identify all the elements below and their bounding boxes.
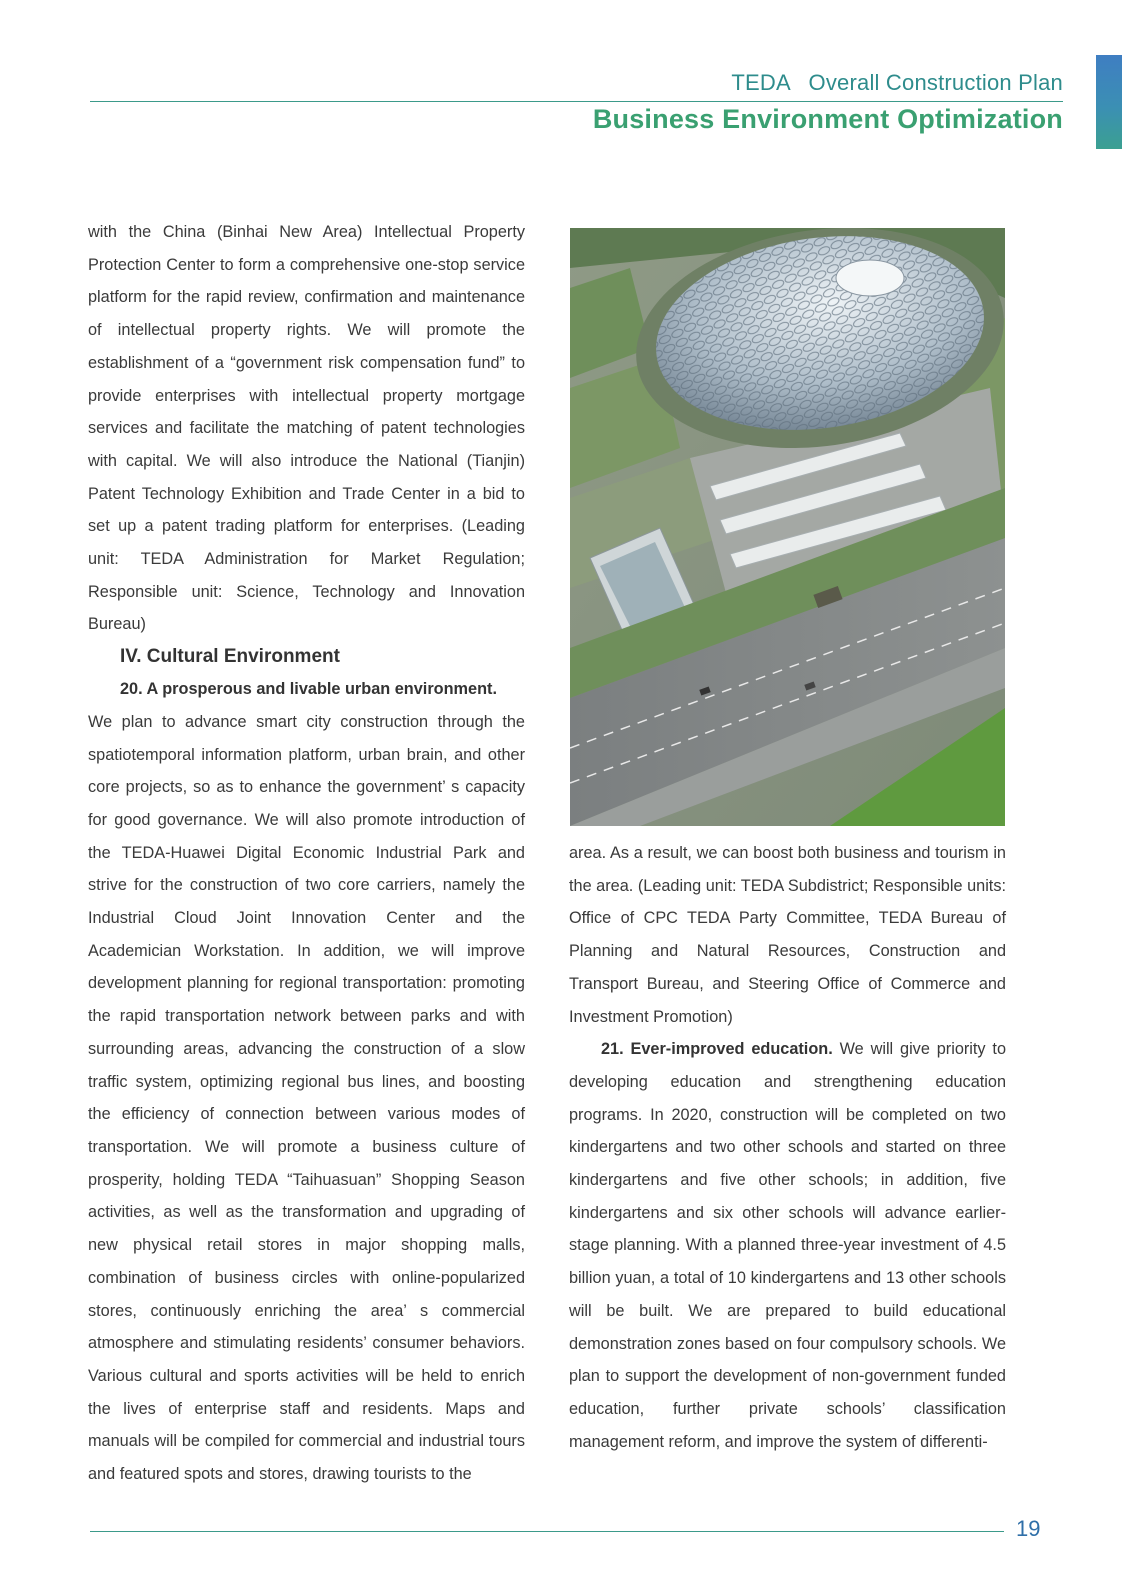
paragraph-ip-services: with the China (Binhai New Area) Intellectual Property Protection Center to form a comprehensive one-stop service platform for the rapid review, confirmation and maintenance of intellectual property rights. We will promote the establishment of a “government risk compensation fund” to provide enterprises with intellectual property mortgage services and facilitate the matching of patent technologies with capital. We will also introduce the National (Tianjin) Patent Technology Exhibition and Trade Center in a bid to set up a patent trading platform for enterprises. (Leading unit: TEDA Administration for Market Regulation; Responsible unit: Science, Technology and Innovation Bureau) (88, 223, 525, 634)
running-header-section: Business Environment Optimization (592, 104, 1063, 134)
aerial-photo-dome-building (570, 228, 1005, 826)
page-number: 19 (1016, 1516, 1041, 1541)
item-20-title: 20. A prosperous and livable urban environment. (120, 680, 497, 699)
right-column (569, 837, 1006, 1458)
paragraph-item-21 (569, 1033, 1006, 1458)
left-column (88, 216, 525, 1491)
item-20-body: We plan to advance smart city construction through the spatiotemporal information platform, urban brain, and other core projects, so as to enhance the government’ s capacity for good governance. We will also promote introduction of the TEDA-Huawei Digital Economic Industrial Park and strive for the construction of two core carriers, namely the Industrial Cloud Joint Innovation Center and the Academician Workstation. In addition, we will improve development planning for regional transportation: promoting the rapid transportation network between parks and with surrounding areas, advancing the construction of a slow traffic system, optimizing regional bus lines, and boosting the efficiency of connection between various modes of transportation. We will promote a business culture of prosperity, holding TEDA “Taihuasuan” Shopping Season activities, as well as the transformation and upgrading of new physical retail stores in major shopping malls, combination of business circles with online-popularized stores, continuously enriching the area’ s commercial atmosphere and stimulating residents’ consumer behaviors. Various cultural and sports activities will be held to enrich the lives of enterprise staff and residents. Maps and manuals will be compiled for commercial and industrial tours and featured spots and stores, drawing tourists to the (88, 712, 525, 1484)
chapter-tab (1096, 55, 1122, 149)
paragraph-tourism-continuation: area. As a result, we can boost both business and tourism in the area. (Leading unit: TEDA Subdistrict; Responsible units: Office of CPC TEDA Party Committee, TEDA Bureau of Planning and Natural Resources, Construction and Transport Bureau, and Steering Office of Commerce and Investment Promotion) (569, 844, 1006, 1026)
section-heading-cultural-environment: IV. Cultural Environment (120, 646, 340, 668)
header-rule (90, 101, 1063, 102)
paragraph-item-20 (88, 673, 525, 1491)
footer-rule (90, 1531, 1004, 1532)
item-21-body: We will give priority to developing education and strengthening education programs. In 2020, construction will be completed on two kindergartens and two other schools and started on three kindergartens and five other schools; in addition, five kindergartens and six other schools will advance earlier-stage planning. With a planned three-year investment of 4.5 billion yuan, a total of 10 kindergartens and 13 other schools will be built. We are prepared to build educational demonstration zones based on four compulsory schools. We plan to support the development of non-government funded education, further private schools’ classification management reform, and improve the system of differenti- (569, 1040, 1006, 1451)
item-21-title: 21. Ever-improved education. (601, 1040, 833, 1059)
running-header-title: TEDA Overall Construction Plan (731, 70, 1063, 95)
